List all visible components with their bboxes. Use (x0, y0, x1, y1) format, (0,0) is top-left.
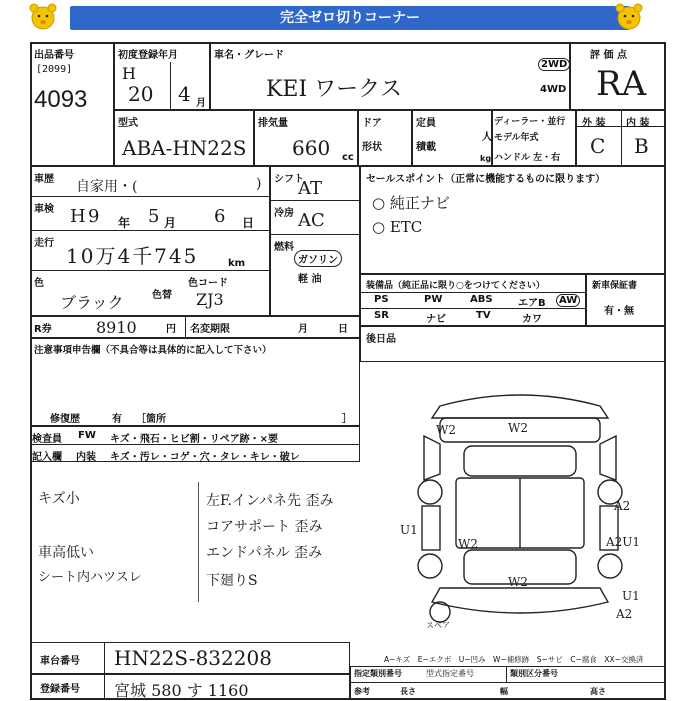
registration-label: 登録番号 (40, 684, 80, 695)
damage-mark: U1 (622, 589, 640, 603)
height-label: 高さ (590, 687, 606, 696)
history-close: ) (256, 176, 262, 192)
damage-legend: A−キズ E−エクボ U−凹み W−補修跡 S−サビ C−腐食 XX−交換済 (384, 655, 644, 664)
fuel-gasoline: ガソリン (294, 250, 342, 267)
spare-label: スペア (426, 621, 450, 628)
inspection-month: 5 (148, 206, 160, 227)
day-unit: 日 (242, 216, 255, 230)
rating-label: 評 価 点 (590, 50, 627, 61)
history-label: 車歴 (34, 174, 54, 185)
model-label: 型式 (118, 118, 138, 129)
category-label: 類別区分番号 (510, 669, 558, 678)
exterior-grade: C (590, 134, 606, 158)
model-designation-label: 型式指定番号 (426, 669, 474, 678)
inspector-note: シート内ハツスレ (38, 570, 142, 585)
rating-value: RA (596, 64, 647, 104)
load-unit: kg (480, 154, 492, 163)
lot-code: [2099] (36, 64, 73, 75)
warranty-value: 有・無 (604, 306, 634, 317)
inspection-era: H (70, 206, 86, 227)
interior-label: 内 装 (626, 118, 650, 129)
inspector-note: 車高低い (38, 545, 94, 561)
new-warranty-label: 新車保証書 (592, 281, 638, 291)
sales-point-item: ○ ETC (372, 218, 423, 236)
inspector-note: エンドパネル 歪み (206, 545, 323, 561)
color-code: ZJ3 (196, 290, 224, 309)
shift-value: AT (298, 178, 323, 199)
handle-label: ハンドル 左・右 (494, 153, 561, 163)
length-label: 長さ (400, 687, 416, 696)
equip-abs: ABS (470, 294, 493, 305)
equip-navi: ナビ (426, 314, 446, 325)
title-change-label: 名変期限 (190, 324, 230, 335)
fuel-light-oil: 軽 油 (298, 274, 322, 285)
shift-label: シフト (274, 174, 304, 185)
month-unit: 月 (196, 98, 206, 109)
color-value: ブラック (60, 293, 124, 312)
car-name-label: 車名・グレード (214, 50, 284, 61)
damage-mark: A2 (616, 607, 633, 621)
inspector-note: キズ小 (38, 491, 80, 507)
fw-items: キズ・飛石・ヒビ割・リペア跡・×要 (110, 434, 278, 445)
inspector-note: 左F.インパネ先 歪み (206, 493, 334, 509)
history-value: 自家用・( (76, 179, 138, 195)
lot-number: 4093 (34, 86, 88, 113)
fw-label: FW (78, 430, 96, 441)
load-label: 積載 (416, 142, 436, 153)
bear-mascot-icon (26, 2, 60, 32)
chassis-label: 車台番号 (40, 656, 80, 667)
recycle-value: 8910 (96, 318, 137, 337)
exterior-label: 外 装 (582, 118, 606, 129)
fuel-label: 燃料 (274, 242, 294, 253)
year-unit: 年 (118, 216, 131, 230)
color-change-label: 色替 (152, 290, 172, 301)
dealer-label: ディーラー・並行 (494, 117, 566, 127)
drive-4wd: 4WD (540, 84, 567, 95)
banner (0, 0, 700, 34)
damage-mark: A2 (614, 499, 631, 513)
repair-part-label: ［箇所 (136, 414, 166, 425)
capacity-label: 定員 (416, 118, 436, 129)
damage-mark: U1 (400, 523, 418, 537)
entry-label: 記入欄 (32, 452, 62, 463)
sales-points-label: セールスポイント（正常に機能するものに限ります） (366, 174, 606, 185)
damage-mark: W2 (508, 421, 528, 435)
checker-label: 検査員 (32, 434, 62, 445)
lot-label: 出品番号 (34, 50, 74, 61)
auction-sheet (30, 42, 666, 700)
first-reg-year: 20 (128, 82, 154, 106)
recycle-label: R券 (34, 324, 52, 335)
inspection-day: 6 (214, 206, 226, 227)
yen-unit: 円 (166, 324, 176, 335)
mileage-value: 10万4千745 (66, 244, 199, 268)
cc-unit: cc (342, 152, 354, 163)
door-label: ドア (362, 118, 382, 129)
equip-ps: PS (374, 294, 389, 305)
equip-airbag: エアB (518, 298, 546, 309)
capacity-unit: 人 (482, 132, 492, 143)
equip-tv: TV (476, 310, 491, 321)
equipment-label: 装備品（純正品に限り○をつけてください） (366, 281, 545, 291)
displacement-label: 排気量 (258, 118, 288, 129)
inspection-year: 9 (88, 206, 100, 227)
registration-value: 宮城 580 す 1160 (114, 681, 249, 700)
first-reg-month: 4 (178, 82, 191, 106)
equip-pw: PW (424, 294, 443, 305)
color-code-label: 色コード (188, 278, 228, 289)
model-year-label: モデル年式 (494, 133, 539, 143)
width-label: 幅 (500, 687, 508, 696)
bear-mascot-icon (612, 2, 646, 32)
shape-label: 形状 (362, 142, 382, 153)
damage-mark: W2 (508, 575, 528, 589)
displacement-value: 660 (292, 136, 331, 160)
first-reg-era: H (122, 64, 136, 83)
interior-grade: B (634, 134, 649, 158)
inspector-note: コアサポート 歪み (206, 519, 323, 535)
aircon-value: AC (298, 210, 325, 231)
after-items-box (360, 326, 666, 362)
in-label: 内装 (76, 452, 96, 463)
damage-mark: A2U1 (606, 535, 640, 549)
color-label: 色 (34, 278, 44, 289)
inspection-label: 車検 (34, 204, 54, 215)
drive-2wd: 2WD (538, 58, 570, 71)
km-unit: km (228, 258, 246, 269)
car-diagram (400, 388, 640, 628)
month-day-units: 月 日 (298, 324, 348, 335)
repair-close: ］ (342, 414, 352, 425)
reserve-label: 参考 (354, 687, 370, 696)
after-label: 後日品 (366, 334, 396, 345)
damage-mark: W2 (458, 537, 478, 551)
banner-title: 完全ゼロ切りコーナー (70, 6, 630, 30)
car-name: KEI ワークス (266, 77, 402, 102)
equip-leather: カワ (522, 314, 542, 325)
damage-mark: W2 (436, 423, 456, 437)
sales-point-item: ○ 純正ナビ (372, 194, 450, 212)
designation-label: 指定類別番号 (354, 669, 402, 678)
repair-value: 有 (112, 414, 122, 425)
repair-label: 修復歴 (50, 414, 80, 425)
mileage-label: 走行 (34, 238, 54, 249)
aircon-label: 冷房 (274, 208, 294, 219)
month-unit: 月 (164, 216, 177, 230)
notes-label: 注意事項申告欄（不具合等は具体的に記入して下さい） (34, 345, 272, 356)
inspector-note: 下廻りS (206, 573, 258, 589)
first-reg-label: 初度登録年月 (118, 50, 178, 61)
equip-sr: SR (374, 310, 389, 321)
equip-aw: AW (556, 294, 580, 307)
chassis-value: HN22S-832208 (114, 646, 272, 670)
model-value: ABA-HN22S (122, 136, 247, 160)
in-items: キズ・汚レ・コゲ・穴・タレ・キレ・破レ (110, 452, 300, 463)
